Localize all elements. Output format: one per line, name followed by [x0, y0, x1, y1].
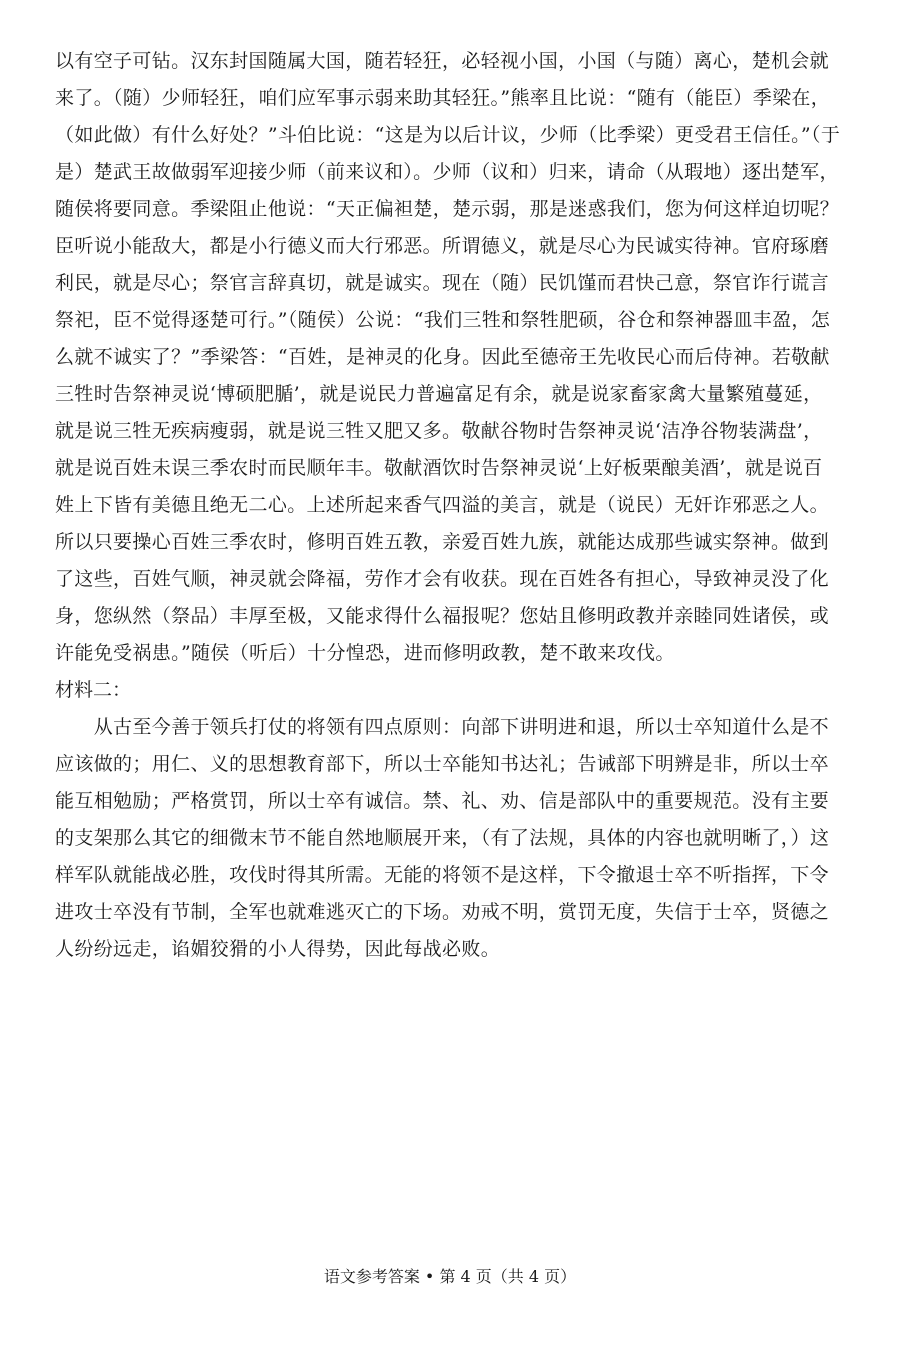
material-1-text	[55, 43, 843, 672]
text-line: 三牲时告祭神灵说‘博硕肥腯’，就是说民力普遍富足有余，就是说家畜家禽大量繁殖蔓延，	[55, 383, 823, 405]
text-line: 能互相勉励；严格赏罚，所以士卒有诚信。禁、礼、劝、信是部队中的重要规范。没有主要	[55, 790, 830, 812]
text-line: 随侯将要同意。季梁阻止他说：“天正偏袒楚，楚示弱，那是迷惑我们，您为何这样迫切呢？	[55, 198, 840, 220]
text-line: 所以只要操心百姓三季农时，修明百姓五教，亲爱百姓九族，就能达成那些诚实祭神。做到	[55, 531, 830, 553]
text-line: 姓上下皆有美德且绝无二心。上述所起来香气四溢的美言，就是（说民）无奸诈邪恶之人。	[55, 494, 830, 516]
document-body	[55, 43, 843, 968]
text-line: 应该做的；用仁、义的思想教育部下，所以士卒能知书达礼；告诫部下明辨是非，所以士卒	[55, 753, 830, 775]
material-2-heading: 材料二：	[55, 679, 132, 701]
text-line: 来了。（随）少师轻狂，咱们应军事示弱来助其轻狂。”熊率且比说：“随有（能臣）季梁在，	[55, 87, 831, 109]
text-line: 了这些，百姓气顺，神灵就会降福，劳作才会有收获。现在百姓各有担心，导致神灵没了化	[55, 568, 830, 590]
text-line: 样军队就能战必胜，攻伐时得其所需。无能的将领不是这样，下令撤退士卒不听指挥，下令	[55, 864, 830, 886]
text-line: 利民，就是尽心；祭官言辞真切，就是诚实。现在（随）民饥馑而君快己意，祭官诈行谎言	[55, 272, 830, 294]
text-line: 臣听说小能敌大，都是小行德义而大行邪恶。所谓德义，就是尽心为民诚实待神。官府琢磨	[55, 235, 830, 257]
text-line: 以有空子可钻。汉东封国随属大国，随若轻狂，必轻视小国，小国（与随）离心，楚机会就	[55, 50, 830, 72]
page-footer: 语文参考答案 • 第 4 页（共 4 页）	[323, 1267, 577, 1286]
text-line: 是）楚武王故做弱军迎接少师（前来议和）。少师（议和）归来，请命（从瑕地）逐出楚军，	[55, 161, 839, 183]
text-line: 人纷纷远走，谄媚狡猾的小人得势，因此每战必败。	[55, 938, 501, 960]
text-line: 么就不诚实了？”季梁答：“百姓，是神灵的化身。因此至德帝王先收民心而后侍神。若敬献	[55, 346, 830, 368]
text-line: 的支架那么其它的细微末节不能自然地顺展开来，（有了法规，具体的内容也就明晰了，）这	[55, 827, 830, 849]
text-line: （如此做）有什么好处？”斗伯比说：“这是为以后计议，少师（比季梁）更受君王信任。”（于	[55, 124, 841, 146]
text-line: 进攻士卒没有节制，全军也就难逃灭亡的下场。劝戒不明，赏罚无度，失信于士卒，贤德之	[55, 901, 830, 923]
text-line: 许能免受祸患。”随侯（听后）十分惶恐，进而修明政教，楚不敢来攻伐。	[55, 642, 675, 664]
text-line: 从古至今善于领兵打仗的将领有四点原则：向部下讲明进和退，所以士卒知道什么是不	[55, 716, 830, 738]
text-line: 身，您纵然（祭品）丰厚至极，又能求得什么福报呢？您姑且修明政教并亲睦同姓诸侯，或	[55, 605, 830, 627]
text-line: 祭祀，臣不觉得逐楚可行。”（随侯）公说：“我们三牲和祭牲肥硕，谷仓和祭神器皿丰盈，怎	[55, 309, 831, 331]
text-line: 就是说三牲无疾病瘦弱，就是说三牲又肥又多。敬献谷物时告祭神灵说‘洁净谷物装满盘’，	[55, 420, 823, 442]
text-line: 就是说百姓未误三季农时而民顺年丰。敬献酒饮时告祭神灵说‘上好板栗酿美酒’，就是说百	[55, 457, 823, 479]
material-2-text	[55, 709, 843, 968]
